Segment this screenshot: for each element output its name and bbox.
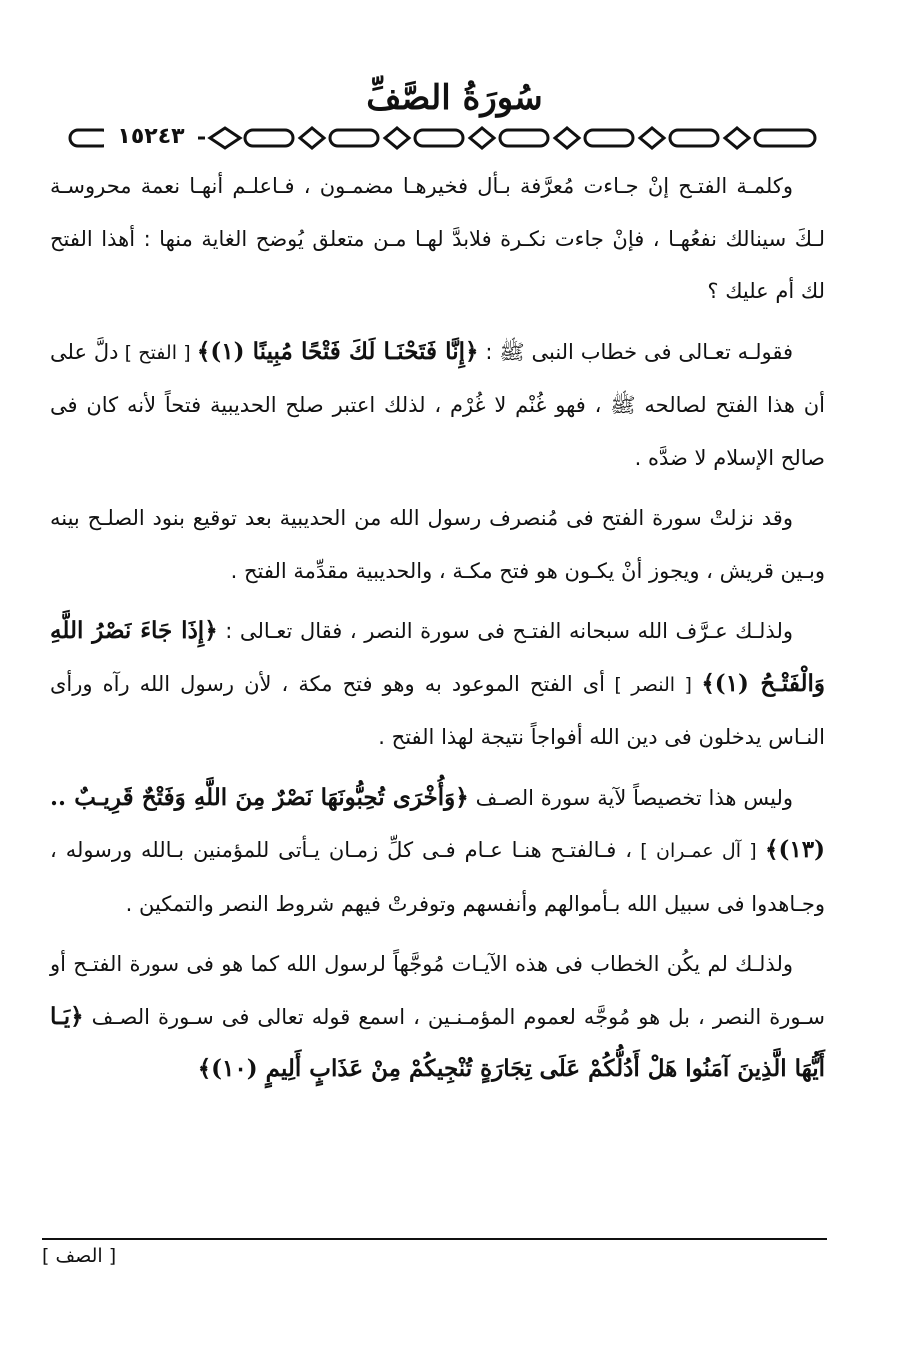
paragraph-1 — [50, 160, 825, 318]
paragraph-6 — [50, 938, 825, 1096]
paragraph-6-text-before: ولذلـك لم يكُن الخطاب فى هذه الآيـات مُوجَّهاً لرسول الله كما هو فى سورة الفتـح أو سـورة النصر ، بل هو مُوجَّه لعموم المؤمـنـين ، اسمع قوله تعالى فى سـورة الصـف — [50, 952, 825, 1029]
paragraph-2 — [50, 326, 825, 485]
paragraph-5 — [50, 772, 825, 931]
paragraph-3-text: وقد نزلتْ سورة الفتح فى مُنصرف رسول الله من الحديبية بعد توقيع بنود الصلـح بينه وبـين قريش ، ويجوز أنْ يكـون هو فتح مكـة ، والحديبية مقدِّمة الفتح . — [50, 506, 825, 583]
paragraph-2-text-after: دلَّ على أن هذا الفتح لصالحه ﷺ ، فهو غُنْم لا غُرْم ، لذلك اعتبر صلح الحديبية فتحاً لأنه كان فى صالح الإسلام لا ضدَّه . — [50, 339, 825, 470]
quran-verse-nasr: ﴿إِذَا جَاءَ نَصْرُ اللَّهِ وَالْفَتْـحُ (١)﴾ — [50, 617, 825, 697]
paragraph-4-text-before: ولذلـك عـرَّف الله سبحانه الفتـح فى سورة النصر ، فقال تعـالى : — [217, 619, 793, 643]
body-text — [50, 160, 825, 1104]
verse-reference-imran: [ آل عمـران ] — [631, 840, 766, 862]
verse-reference-nasr: [ النصر ] — [605, 673, 702, 696]
quran-verse-saff: ﴿وَأُخْرَى تُحِبُّونَهَا نَصْرٌ مِنَ اللَّهِ وَفَتْحٌ قَرِيـبٌ .. (١٣)﴾ — [50, 783, 825, 863]
paragraph-3 — [50, 492, 825, 597]
surah-title: سُورَةُ الصَّفِّ — [366, 78, 543, 118]
paragraph-2-text-before: فقولـه تعـالى فى خطاب النبى ﷺ : — [478, 339, 793, 364]
paragraph-5-text-before: وليس هذا تخصيصاً لآية سورة الصـف — [468, 785, 793, 810]
paragraph-4 — [50, 605, 825, 764]
footer-verse-reference: [ الصف ] — [42, 1245, 117, 1267]
paragraph-5-text-after: ، فـالفتـح هنـا عـام فـى كلِّ زمـان يـأتى للمؤمنين بـالله ورسوله ، وجـاهدوا فى سبيل الله بـأموالهم وأنفسهم وتوفرتْ فيهم شروط النصر والتمكين . — [50, 838, 825, 916]
quran-verse-saff-10: ﴿يَـا أَيُّهَا الَّذِينَ آمَنُوا هَلْ أَدُلُّكُمْ عَلَى تِجَارَةٍ تُنْجِيكُمْ مِنْ عَذَابٍ أَلِيمٍ (١٠)﴾ — [50, 1002, 825, 1082]
page-number: ١٥٢٤٣ — [104, 120, 198, 154]
verse-reference-fath: [ الفتح ] — [118, 341, 197, 364]
quran-verse-fath: ﴿إِنَّا فَتَحْنَـا لَكَ فَتْحًا مُبِينًا (١)﴾ — [196, 337, 479, 365]
footer-divider — [42, 1238, 827, 1240]
paragraph-4-text-after: أى الفتح الموعود به وهو فتح مكة ، لأن رسول الله رآه ورأى النـاس يدخلون فى دين الله أفواجاً نتيجة لهذا الفتح . — [50, 671, 825, 749]
paragraph-1-text: وكلمـة الفتـح إنْ جـاءت مُعرَّفة بـأل فخيرهـا مضمـون ، فـاعلـم أنهـا نعمة محروسـة لـكَ سينالك نفعُهـا ، فإنْ جاءت نكـرة فلابدَّ لهـا مـن متعلق يُوضح الغاية منها : أهذا الفتح لك أم عليك ؟ — [50, 174, 825, 303]
